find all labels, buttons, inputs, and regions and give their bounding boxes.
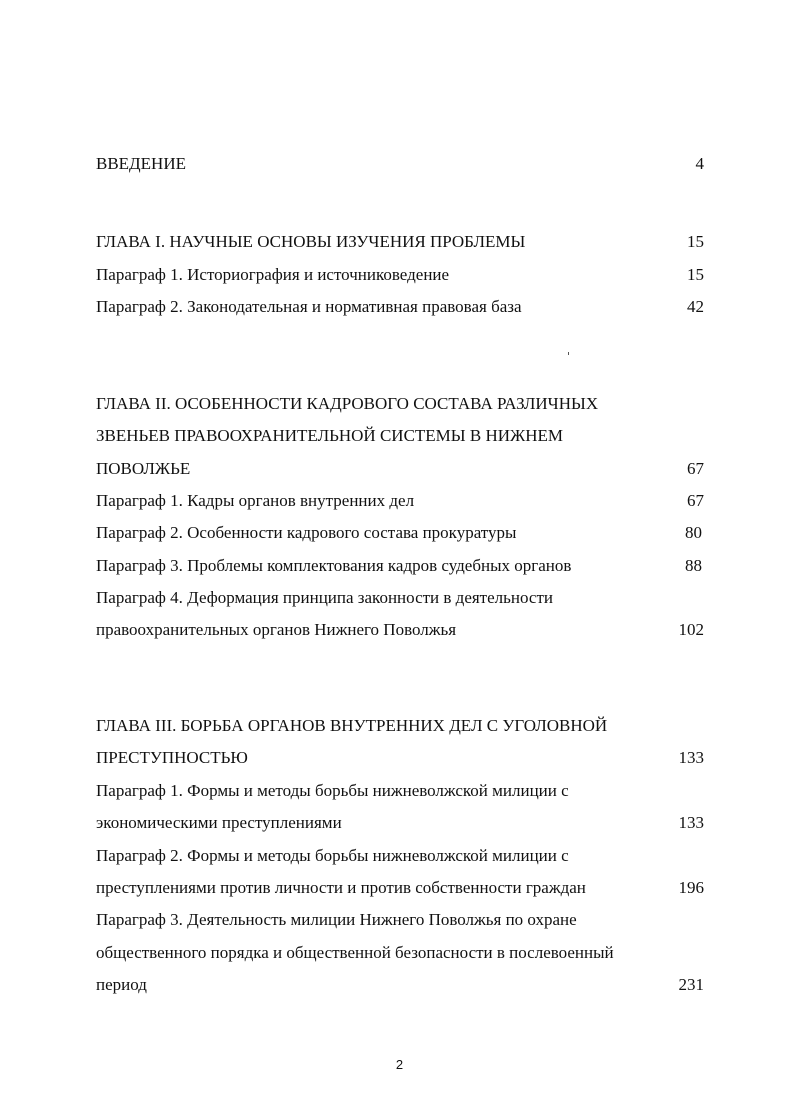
toc-entry-chapter-2-line-3: ПОВОЛЖЬЕ — [96, 459, 191, 478]
toc-page-ch2-para-1: 67 — [687, 491, 704, 510]
toc-page-ch2-para-4: 102 — [678, 620, 704, 639]
toc-entry-ch3-para-3-line-1: Параграф 3. Деятельность милиции Нижнего Поволжья по охране — [96, 910, 577, 929]
toc-page-ch3-para-2: 196 — [678, 878, 704, 897]
toc-page-chapter-2: 67 — [687, 459, 704, 478]
toc-entry-chapter-3-line-2: ПРЕСТУПНОСТЬЮ — [96, 748, 248, 767]
toc-entry-ch3-para-3-line-2: общественного порядка и общественной безопасности в послевоенный — [96, 943, 614, 962]
toc-page-ch1-para-1: 15 — [687, 265, 704, 284]
toc-entry-chapter-1: ГЛАВА I. НАУЧНЫЕ ОСНОВЫ ИЗУЧЕНИЯ ПРОБЛЕМЫ — [96, 232, 526, 251]
toc-page-chapter-1: 15 — [687, 232, 704, 251]
toc-entry-chapter-2-line-1: ГЛАВА II. ОСОБЕННОСТИ КАДРОВОГО СОСТАВА РАЗЛИЧНЫХ — [96, 394, 599, 413]
toc-entry-ch3-para-3-line-3: период — [96, 975, 147, 994]
toc-entry-ch3-para-1-line-2: экономическими преступлениями — [96, 813, 342, 832]
toc-entry-ch1-para-1: Параграф 1. Историография и источниковедение — [96, 265, 450, 284]
toc-page-chapter-3: 133 — [678, 748, 704, 767]
toc-entry-introduction: ВВЕДЕНИЕ — [96, 154, 186, 173]
toc-page-ch2-para-2: 80 — [685, 523, 702, 542]
toc-entry-ch3-para-2-line-1: Параграф 2. Формы и методы борьбы нижневолжской милиции с — [96, 846, 569, 865]
toc-entry-ch2-para-1: Параграф 1. Кадры органов внутренних дел — [96, 491, 415, 510]
toc-entry-ch3-para-2-line-2: преступлениями против личности и против собственности граждан — [96, 878, 586, 897]
page-number: 2 — [395, 1057, 404, 1072]
toc-entry-ch3-para-1-line-1: Параграф 1. Формы и методы борьбы нижневолжской милиции с — [96, 781, 569, 800]
toc-page-ch3-para-3: 231 — [678, 975, 704, 994]
toc-entry-ch2-para-4-line-2: правоохранительных органов Нижнего Поволжья — [96, 620, 457, 639]
toc-entry-ch2-para-2: Параграф 2. Особенности кадрового состава прокуратуры — [96, 523, 517, 542]
toc-entry-ch2-para-4-line-1: Параграф 4. Деформация принципа законности в деятельности — [96, 588, 553, 607]
toc-page-ch2-para-3: 88 — [685, 556, 702, 575]
toc-page-ch1-para-2: 42 — [687, 297, 704, 316]
toc-page-ch3-para-1: 133 — [678, 813, 704, 832]
toc-page-introduction: 4 — [695, 154, 704, 173]
scan-speck — [568, 352, 569, 355]
toc-entry-ch1-para-2: Параграф 2. Законодательная и нормативная правовая база — [96, 297, 522, 316]
toc-entry-ch2-para-3: Параграф 3. Проблемы комплектования кадров судебных органов — [96, 556, 572, 575]
toc-entry-chapter-3-line-1: ГЛАВА III. БОРЬБА ОРГАНОВ ВНУТРЕННИХ ДЕЛ С УГОЛОВНОЙ — [96, 716, 608, 735]
toc-entry-chapter-2-line-2: ЗВЕНЬЕВ ПРАВООХРАНИТЕЛЬНОЙ СИСТЕМЫ В НИЖНЕМ — [96, 426, 564, 445]
